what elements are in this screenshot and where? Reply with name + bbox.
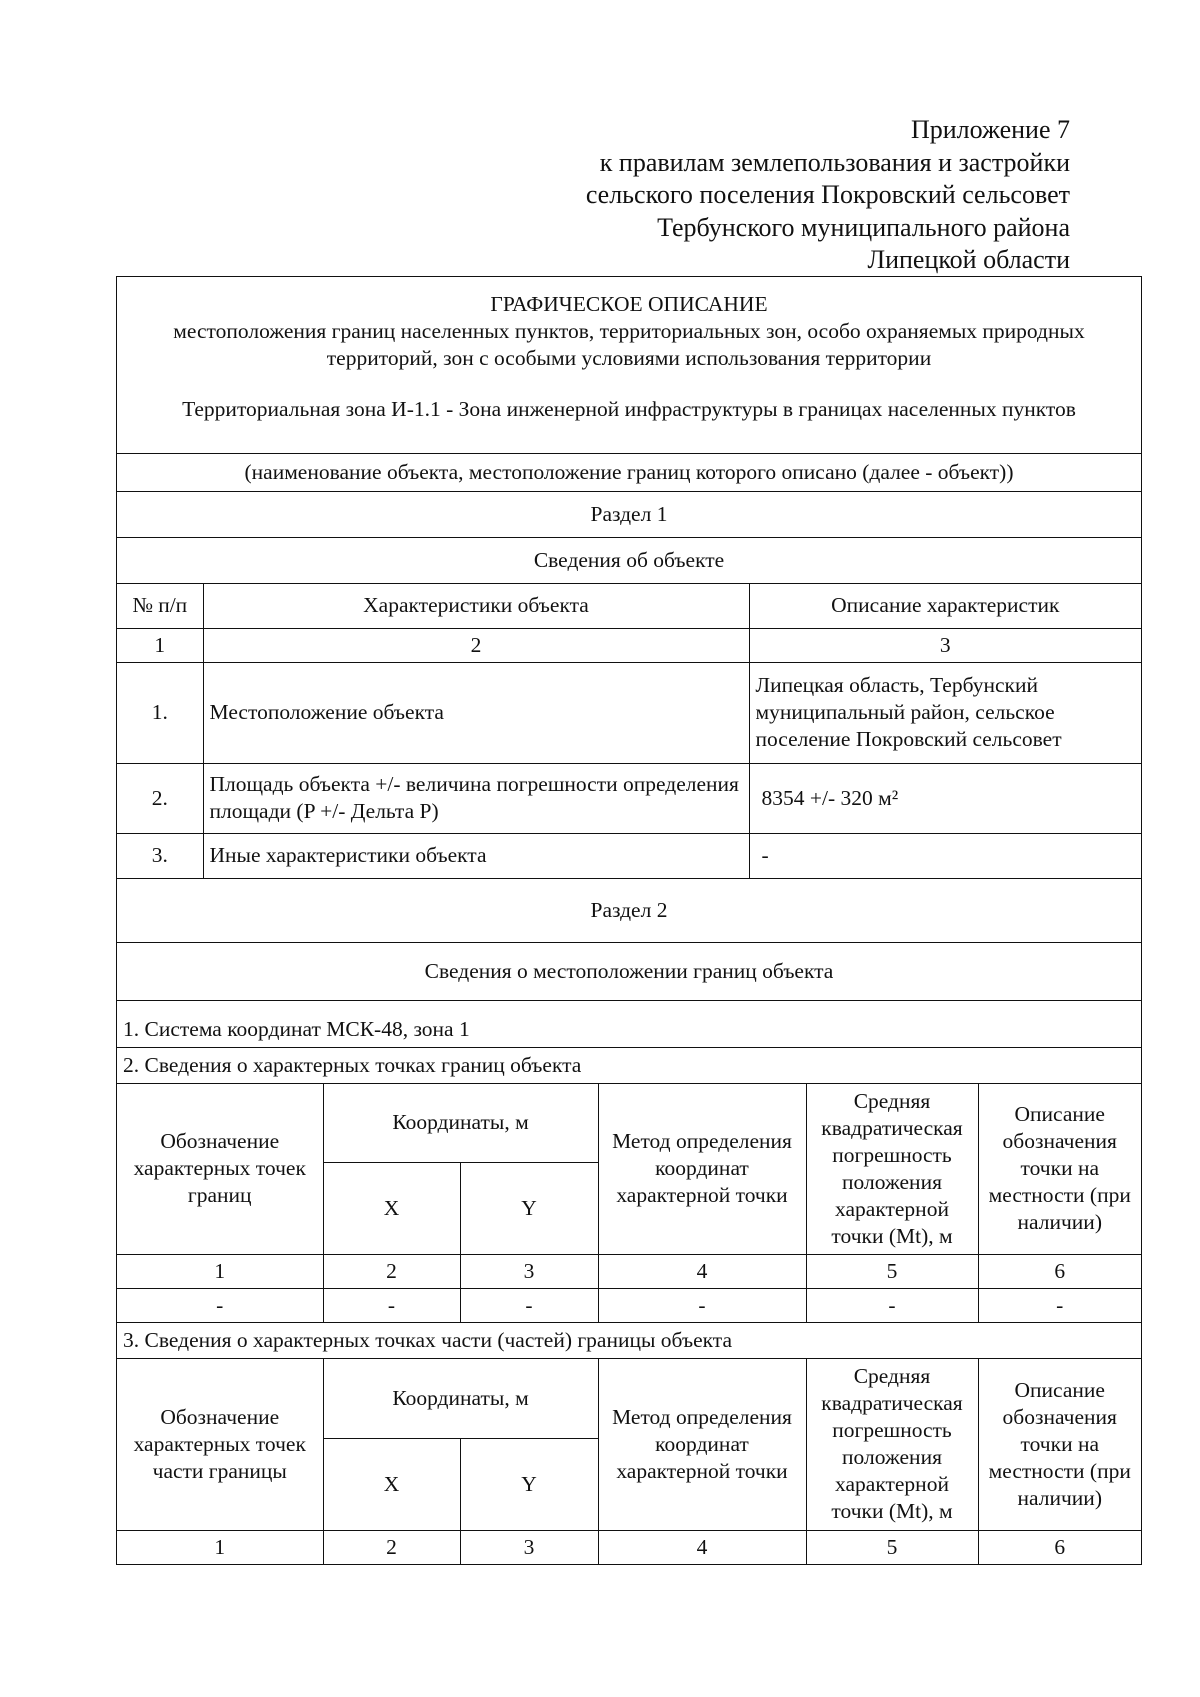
appendix-settlement: сельского поселения Покровский сельсовет	[585, 180, 1070, 209]
col-index: 2	[203, 628, 749, 662]
col-index: 6	[978, 1530, 1141, 1564]
section2-heading: Раздел 2	[117, 879, 1141, 943]
point-description-header: Описание обозначения точки на местности (при наличии)	[978, 1359, 1141, 1530]
error-header: Средняя квадратическая погрешность положения характерной точки (Mt), м	[806, 1359, 978, 1530]
table-row	[117, 1289, 1141, 1323]
coordinate-system: 1. Система координат МСК-48, зона 1	[117, 1001, 1141, 1048]
empty-cell: -	[978, 1289, 1141, 1323]
coordinates-header: Координаты, м	[323, 1359, 598, 1438]
table-row	[117, 833, 1141, 878]
row-number: 2.	[117, 763, 203, 833]
appendix-district: Тербунского муниципального района	[657, 212, 1070, 242]
col-index: 5	[806, 1530, 978, 1564]
coordinates-header: Координаты, м	[323, 1084, 598, 1163]
col-index: 3	[749, 628, 1141, 662]
document-subtitle: местоположения границ населенных пунктов, территориальных зон, особо охраняемых природных территорий, зон с особыми условиями использования территории	[173, 319, 1085, 370]
row-value: 8354 +/- 320 м²	[749, 763, 1141, 833]
point-description-header: Описание обозначения точки на местности (при наличии)	[978, 1084, 1141, 1255]
section1-heading: Раздел 1	[117, 492, 1141, 538]
boundary-points-title: 2. Сведения о характерных точках границ объекта	[117, 1048, 1141, 1084]
error-header: Средняя квадратическая погрешность положения характерной точки (Mt), м	[806, 1084, 978, 1255]
empty-cell: -	[598, 1289, 806, 1323]
title-block	[117, 277, 1141, 454]
row-value: -	[749, 833, 1141, 878]
document-title: ГРАФИЧЕСКОЕ ОПИСАНИЕ	[490, 292, 768, 316]
x-header: X	[323, 1438, 460, 1530]
col-index: 4	[598, 1255, 806, 1289]
col-index: 1	[117, 1530, 323, 1564]
boundary-parts-title: 3. Сведения о характерных точках части (частей) границы объекта	[117, 1323, 1141, 1359]
col-characteristic-header: Характеристики объекта	[203, 584, 749, 628]
row-characteristic: Местоположение объекта	[203, 662, 749, 763]
col-index: 1	[117, 1255, 323, 1289]
section1-subheading: Сведения об объекте	[117, 538, 1141, 584]
row-value: Липецкая область, Тербунский муниципальный район, сельское поселение Покровский сельсовет	[749, 662, 1141, 763]
zone-name: Территориальная зона И-1.1 - Зона инженерной инфраструктуры в границах населенных пунктов	[182, 397, 1076, 421]
col-index: 2	[323, 1255, 460, 1289]
x-header: X	[323, 1163, 460, 1255]
object-info-table	[117, 584, 1141, 879]
empty-cell: -	[117, 1289, 323, 1323]
appendix-rules: к правилам землепользования и застройки	[599, 147, 1070, 177]
y-header: Y	[460, 1163, 598, 1255]
empty-cell: -	[323, 1289, 460, 1323]
row-characteristic: Площадь объекта +/- величина погрешности определения площади (P +/- Дельта P)	[203, 763, 749, 833]
col-index: 6	[978, 1255, 1141, 1289]
appendix-number: Приложение 7	[910, 115, 1070, 144]
method-header: Метод определения координат характерной точки	[598, 1359, 806, 1530]
col-index: 3	[460, 1530, 598, 1564]
col-index: 2	[323, 1530, 460, 1564]
col-index: 5	[806, 1255, 978, 1289]
object-caption: (наименование объекта, местоположение границ которого описано (далее - объект))	[117, 454, 1141, 492]
boundary-points-table	[117, 1084, 1141, 1324]
table-row	[117, 763, 1141, 833]
col-number-header: № п/п	[117, 584, 203, 628]
graphic-description-form	[116, 276, 1142, 1565]
empty-cell: -	[806, 1289, 978, 1323]
method-header: Метод определения координат характерной точки	[598, 1084, 806, 1255]
col-index: 1	[117, 628, 203, 662]
row-number: 1.	[117, 662, 203, 763]
appendix-region: Липецкой области	[867, 245, 1070, 274]
designation-header: Обозначение характерных точек части границы	[117, 1359, 323, 1530]
boundary-parts-table	[117, 1359, 1141, 1564]
table-row	[117, 662, 1141, 763]
designation-header: Обозначение характерных точек границ	[117, 1084, 323, 1255]
row-number: 3.	[117, 833, 203, 878]
y-header: Y	[460, 1438, 598, 1530]
section2-subheading: Сведения о местоположении границ объекта	[117, 943, 1141, 1001]
col-description-header: Описание характеристик	[749, 584, 1141, 628]
appendix-header	[586, 114, 1070, 277]
row-characteristic: Иные характеристики объекта	[203, 833, 749, 878]
col-index: 3	[460, 1255, 598, 1289]
empty-cell: -	[460, 1289, 598, 1323]
col-index: 4	[598, 1530, 806, 1564]
